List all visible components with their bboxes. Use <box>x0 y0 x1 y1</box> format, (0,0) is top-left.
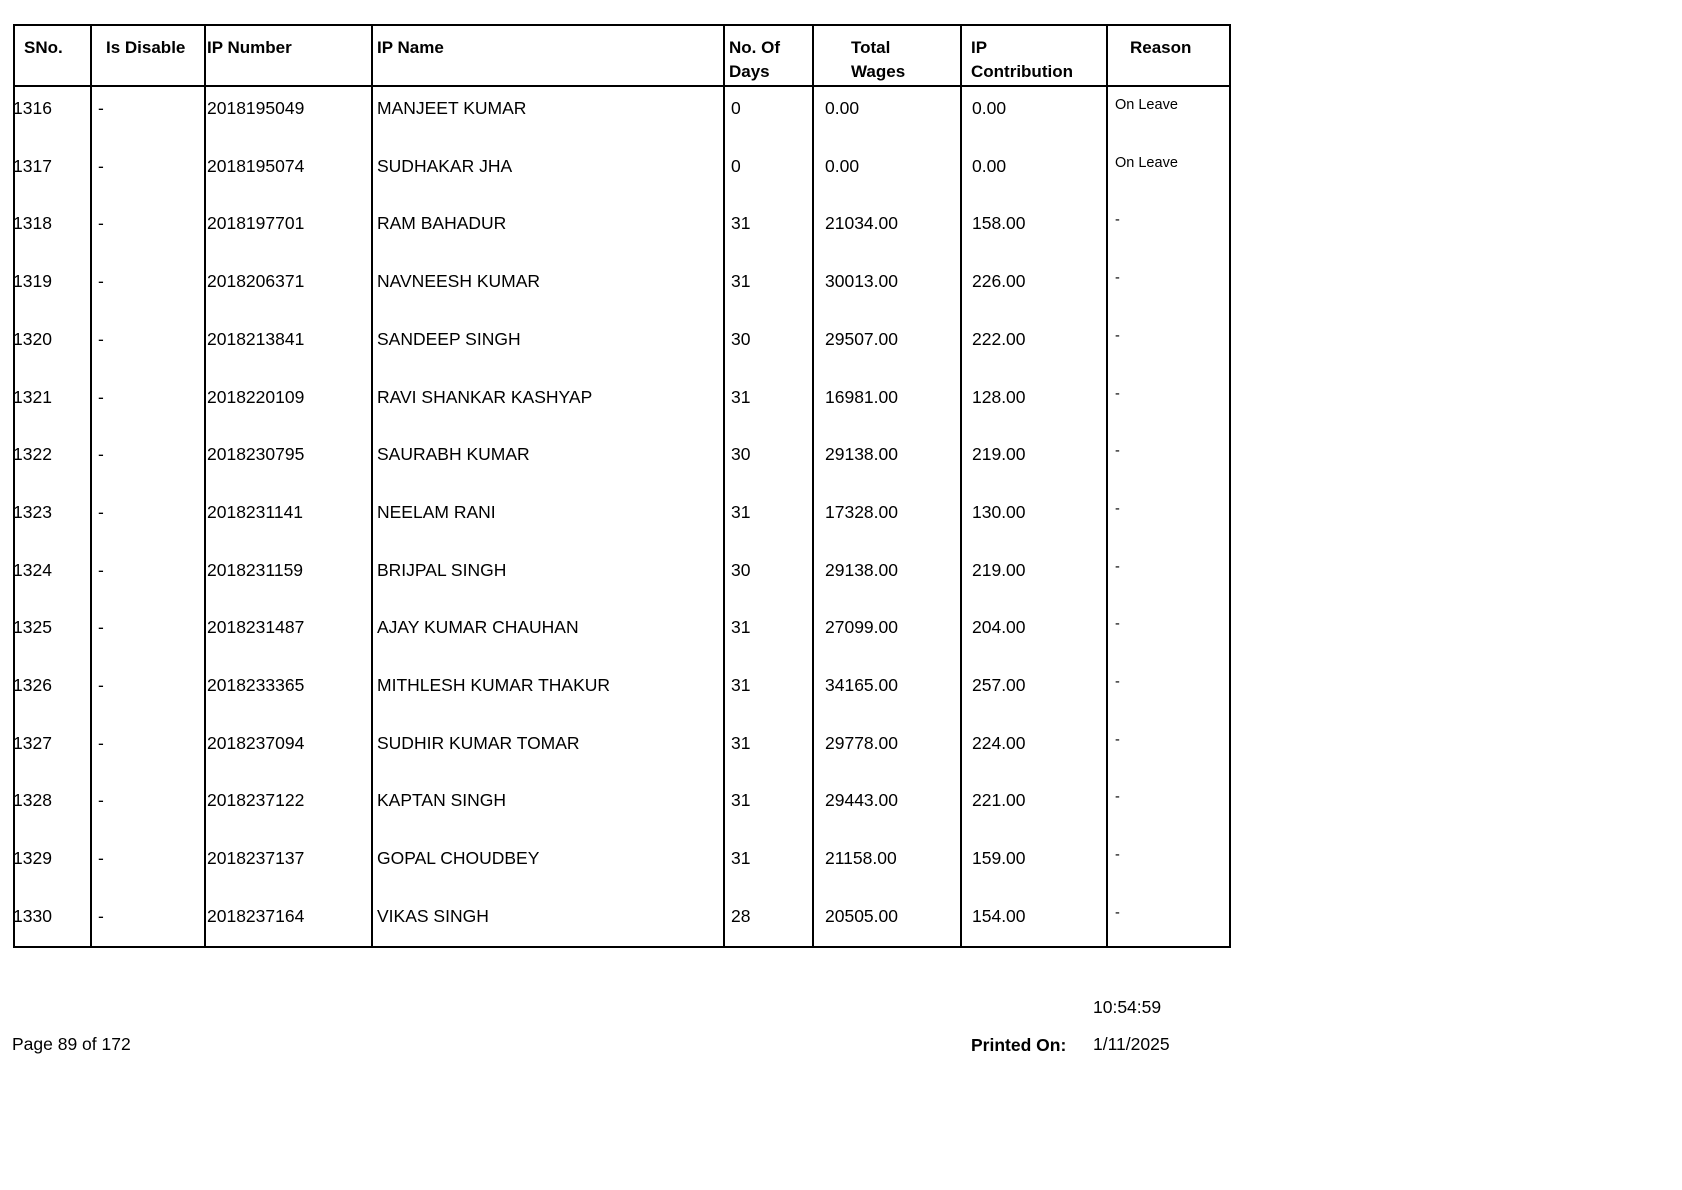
cell-is-disable: - <box>98 155 104 176</box>
cell-ip-name: MITHLESH KUMAR THAKUR <box>377 675 611 695</box>
cell-ip-contribution: 159.00 <box>972 848 1026 869</box>
cell-days: 31 <box>731 617 751 638</box>
cell-is-disable: - <box>98 444 104 465</box>
cell-reason: - <box>1115 385 1120 402</box>
cell-is-disable: - <box>98 386 104 407</box>
page-info: Page 89 of 172 <box>12 1034 131 1054</box>
cell-total-wages: 29138.00 <box>825 444 898 465</box>
printed-time: 10:54:59 <box>1093 997 1162 1017</box>
cell-ip-name: RAVI SHANKAR KASHYAP <box>377 386 593 407</box>
cell-is-disable: - <box>98 501 104 522</box>
cell-reason: - <box>1115 443 1120 460</box>
header-days-line2: Days <box>729 62 770 81</box>
cell-ip-name: MANJEET KUMAR <box>377 98 527 118</box>
cell-ip-name: BRIJPAL SINGH <box>377 559 507 580</box>
header-sno: SNo. <box>24 38 63 57</box>
header-ip-number: IP Number <box>207 38 292 57</box>
header-wages-line2: Wages <box>851 62 906 81</box>
cell-ip-number: 2018237137 <box>207 848 305 869</box>
cell-ip-name: VIKAS SINGH <box>377 905 489 926</box>
cell-sno: 1320 <box>13 328 52 349</box>
cell-ip-number: 2018220109 <box>207 386 305 407</box>
cell-reason: - <box>1115 789 1120 806</box>
cell-ip-contribution: 154.00 <box>972 905 1026 926</box>
cell-reason: - <box>1115 500 1120 517</box>
cell-total-wages: 29778.00 <box>825 732 898 753</box>
header-ip-contribution <box>971 36 1073 84</box>
cell-days: 31 <box>731 386 751 407</box>
cell-reason: - <box>1115 270 1120 287</box>
cell-total-wages: 0.00 <box>825 155 860 176</box>
cell-ip-contribution: 219.00 <box>972 444 1026 465</box>
cell-ip-name: NAVNEESH KUMAR <box>377 271 541 292</box>
cell-ip-contribution: 221.00 <box>972 790 1026 811</box>
cell-days: 31 <box>731 675 751 695</box>
cell-days: 30 <box>731 328 751 349</box>
cell-days: 0 <box>731 98 741 118</box>
cell-total-wages: 17328.00 <box>825 501 898 522</box>
cell-is-disable: - <box>98 790 104 811</box>
cell-sno: 1329 <box>13 848 52 869</box>
cell-ip-contribution: 0.00 <box>972 155 1007 176</box>
cell-is-disable: - <box>98 848 104 869</box>
cell-is-disable: - <box>98 271 104 292</box>
cell-ip-contribution: 224.00 <box>972 732 1026 753</box>
cell-is-disable: - <box>98 905 104 926</box>
cell-total-wages: 21158.00 <box>825 848 897 869</box>
cell-ip-name: AJAY KUMAR CHAUHAN <box>377 617 579 638</box>
cell-ip-contribution: 257.00 <box>972 675 1026 695</box>
cell-ip-number: 2018231487 <box>207 617 305 638</box>
cell-ip-number: 2018231141 <box>207 501 304 522</box>
cell-is-disable: - <box>98 559 104 580</box>
cell-reason: - <box>1115 731 1120 748</box>
header-reason: Reason <box>1130 38 1192 57</box>
cell-reason: On Leave <box>1115 154 1178 171</box>
cell-ip-number: 2018206371 <box>207 271 305 292</box>
cell-total-wages: 16981.00 <box>825 386 898 407</box>
cell-ip-number: 2018213841 <box>207 328 305 349</box>
cell-total-wages: 0.00 <box>825 98 860 118</box>
cell-is-disable: - <box>98 328 104 349</box>
cell-sno: 1319 <box>13 271 52 292</box>
header-ip-name: IP Name <box>377 38 444 57</box>
column-divider <box>723 26 725 946</box>
cell-is-disable: - <box>98 617 104 638</box>
cell-days: 31 <box>731 848 751 869</box>
printed-on-label: Printed On: <box>971 1035 1067 1055</box>
cell-is-disable: - <box>98 675 104 695</box>
column-divider <box>812 26 814 946</box>
cell-ip-contribution: 158.00 <box>972 213 1026 234</box>
cell-ip-number: 2018195074 <box>207 155 305 176</box>
cell-ip-number: 2018230795 <box>207 444 305 465</box>
cell-total-wages: 29138.00 <box>825 559 898 580</box>
cell-days: 30 <box>731 559 751 580</box>
cell-ip-number: 2018197701 <box>207 213 305 234</box>
header-contribution-line1: IP <box>971 38 988 57</box>
cell-ip-contribution: 204.00 <box>972 617 1026 638</box>
cell-total-wages: 29507.00 <box>825 328 898 349</box>
cell-reason: - <box>1115 212 1120 229</box>
cell-days: 30 <box>731 444 751 465</box>
cell-total-wages: 27099.00 <box>825 617 898 638</box>
column-divider <box>204 26 206 946</box>
cell-sno: 1327 <box>13 732 52 753</box>
cell-total-wages: 29443.00 <box>825 790 898 811</box>
cell-sno: 1317 <box>13 155 52 176</box>
cell-ip-name: NEELAM RANI <box>377 501 496 522</box>
cell-ip-contribution: 0.00 <box>972 98 1007 118</box>
cell-days: 31 <box>731 501 751 522</box>
cell-sno: 1322 <box>13 444 52 465</box>
cell-is-disable: - <box>98 213 104 234</box>
cell-days: 31 <box>731 213 751 234</box>
cell-ip-name: SUDHAKAR JHA <box>377 155 513 176</box>
cell-is-disable: - <box>98 732 104 753</box>
column-divider <box>90 26 92 946</box>
cell-ip-contribution: 128.00 <box>972 386 1026 407</box>
header-wages-line1: Total <box>851 38 891 57</box>
cell-reason: - <box>1115 904 1120 921</box>
column-divider <box>960 26 962 946</box>
cell-reason: - <box>1115 558 1120 575</box>
cell-reason: - <box>1115 616 1120 633</box>
cell-ip-number: 2018233365 <box>207 675 305 695</box>
cell-ip-number: 2018231159 <box>207 559 304 580</box>
header-days-line1: No. Of <box>729 38 780 57</box>
cell-reason: On Leave <box>1115 97 1178 113</box>
cell-days: 31 <box>731 271 751 292</box>
cell-is-disable: - <box>98 98 104 118</box>
cell-sno: 1324 <box>13 559 52 580</box>
header-contribution-line2: Contribution <box>971 62 1073 81</box>
header-divider <box>15 85 1229 87</box>
cell-ip-name: SANDEEP SINGH <box>377 328 521 349</box>
cell-sno: 1318 <box>13 213 52 234</box>
column-divider <box>1106 26 1108 946</box>
cell-ip-name: SUDHIR KUMAR TOMAR <box>377 732 580 753</box>
cell-total-wages: 21034.00 <box>825 213 898 234</box>
cell-sno: 1328 <box>13 790 52 811</box>
column-divider <box>371 26 373 946</box>
cell-ip-name: KAPTAN SINGH <box>377 790 507 811</box>
cell-sno: 1321 <box>13 386 52 407</box>
cell-ip-contribution: 226.00 <box>972 271 1026 292</box>
cell-total-wages: 34165.00 <box>825 675 898 695</box>
cell-ip-contribution: 130.00 <box>972 501 1026 522</box>
cell-reason: - <box>1115 674 1120 690</box>
cell-ip-number: 2018237094 <box>207 732 305 753</box>
header-is-disable: Is Disable <box>106 38 186 57</box>
cell-reason: - <box>1115 327 1120 344</box>
cell-sno: 1323 <box>13 501 52 522</box>
header-total-wages <box>851 36 905 84</box>
cell-total-wages: 30013.00 <box>825 271 898 292</box>
cell-days: 31 <box>731 732 751 753</box>
cell-days: 0 <box>731 155 741 176</box>
cell-ip-contribution: 219.00 <box>972 559 1026 580</box>
cell-total-wages: 20505.00 <box>825 905 898 926</box>
cell-ip-number: 2018195049 <box>207 98 305 118</box>
cell-sno: 1316 <box>13 98 52 118</box>
cell-ip-number: 2018237122 <box>207 790 305 811</box>
cell-reason: - <box>1115 847 1120 864</box>
cell-ip-number: 2018237164 <box>207 905 305 926</box>
cell-ip-name: SAURABH KUMAR <box>377 444 530 465</box>
cell-ip-contribution: 222.00 <box>972 328 1026 349</box>
cell-sno: 1330 <box>13 905 52 926</box>
cell-days: 31 <box>731 790 751 811</box>
cell-days: 28 <box>731 905 751 926</box>
cell-sno: 1326 <box>13 675 52 695</box>
ip-contribution-table <box>13 24 1231 948</box>
header-days <box>729 36 780 84</box>
cell-ip-name: GOPAL CHOUDBEY <box>377 848 540 869</box>
cell-ip-name: RAM BAHADUR <box>377 213 507 234</box>
cell-sno: 1325 <box>13 617 52 638</box>
printed-date: 1/11/2025 <box>1093 1034 1170 1054</box>
